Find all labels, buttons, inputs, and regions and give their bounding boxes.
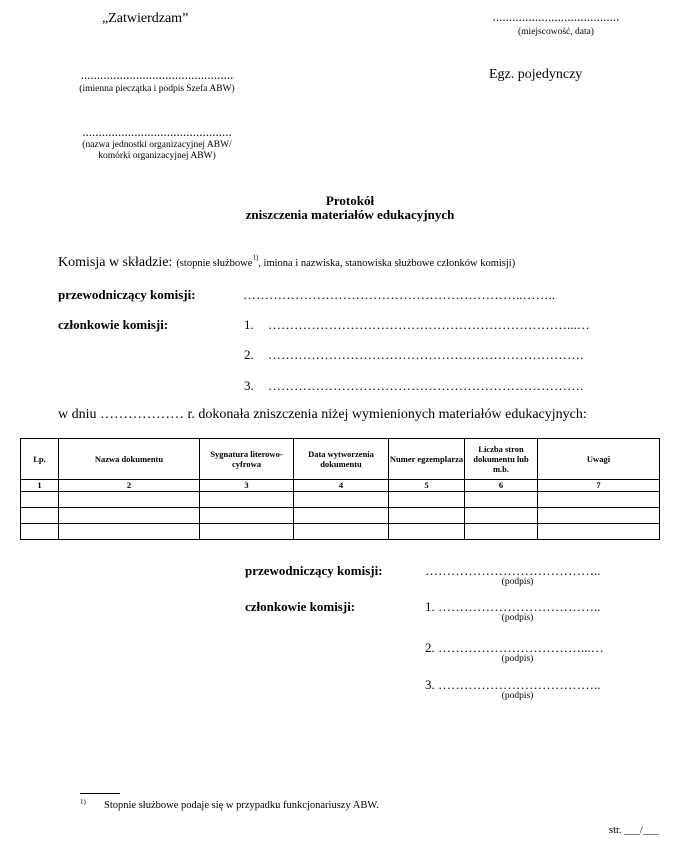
header-copy-number: Numer egzemplarza xyxy=(389,439,465,480)
table-cell[interactable] xyxy=(294,492,389,508)
table-cell[interactable] xyxy=(200,492,294,508)
table-cell[interactable] xyxy=(21,524,59,540)
table-cell[interactable] xyxy=(389,492,465,508)
table-row xyxy=(21,524,660,540)
member-3-dots: ………………………………………………………………. xyxy=(268,378,584,393)
footnote-ref: 1) xyxy=(252,253,259,262)
unit-dots: .............................................. xyxy=(82,124,232,139)
col-number: 6 xyxy=(465,480,538,492)
table-cell[interactable] xyxy=(294,524,389,540)
table-cell[interactable] xyxy=(465,524,538,540)
sign-member-1-caption: (podpis) xyxy=(501,613,534,623)
header-page-count: Liczba stron dokumentu lub m.b. xyxy=(465,439,538,480)
commission-note-start: (stopnie służbowe xyxy=(176,258,253,269)
sign-chair-label: przewodniczący komisji: xyxy=(245,563,383,578)
stamp-caption: (imienna pieczątka i podpis Szefa ABW) xyxy=(79,84,235,94)
stamp-dots: ............................................... xyxy=(80,67,234,82)
col-number: 1 xyxy=(21,480,59,492)
table-row xyxy=(21,508,660,524)
table-cell[interactable] xyxy=(59,492,200,508)
members-label: członkowie komisji: xyxy=(58,317,169,332)
document-subtitle: zniszczenia materiałów edukacyjnych xyxy=(245,207,455,222)
member-2-num: 2. xyxy=(244,347,254,362)
sign-member-2-caption: (podpis) xyxy=(501,654,534,664)
sign-chair-dots: ………………………………….. xyxy=(425,563,601,578)
table-cell[interactable] xyxy=(465,508,538,524)
header-document-name: Nazwa dokumentu xyxy=(59,439,200,480)
sign-member-2: 2. ……………………………...… xyxy=(425,640,604,655)
col-number: 4 xyxy=(294,480,389,492)
table-cell[interactable] xyxy=(21,492,59,508)
table-cell[interactable] xyxy=(59,524,200,540)
table-cell[interactable] xyxy=(538,524,660,540)
approval-heading: „Zatwierdzam” xyxy=(102,11,189,26)
sign-member-3-caption: (podpis) xyxy=(501,691,534,701)
place-date-dots: ....................................... xyxy=(492,9,620,24)
table-cell[interactable] xyxy=(200,508,294,524)
table-cell[interactable] xyxy=(59,508,200,524)
table-cell[interactable] xyxy=(200,524,294,540)
table-cell[interactable] xyxy=(538,492,660,508)
header-remarks: Uwagi xyxy=(538,439,660,480)
footnote-divider xyxy=(80,793,120,794)
sign-members-label: członkowie komisji: xyxy=(245,599,356,614)
page-number: str. ___/___ xyxy=(609,825,659,836)
commission-label: Komisja w składzie: xyxy=(58,255,173,270)
date-sentence: w dniu ……………… r. dokonała zniszczenia niżej wymienionych materiałów edukacyjnych: xyxy=(58,407,587,422)
table-cell[interactable] xyxy=(465,492,538,508)
table-cell[interactable] xyxy=(294,508,389,524)
chair-label: przewodniczący komisji: xyxy=(58,287,196,302)
member-2-dots: ………………………………………………………………. xyxy=(268,347,584,362)
footnote-mark: 1) xyxy=(80,798,86,806)
col-number: 5 xyxy=(389,480,465,492)
sign-member-3: 3. ……………………………….. xyxy=(425,677,601,692)
table-header-row xyxy=(21,439,660,480)
document-title: Protokół xyxy=(325,193,375,208)
table-cell[interactable] xyxy=(389,508,465,524)
table-number-row xyxy=(21,480,660,492)
table-cell[interactable] xyxy=(21,508,59,524)
col-number: 7 xyxy=(538,480,660,492)
col-number: 3 xyxy=(200,480,294,492)
member-1-num: 1. xyxy=(244,317,254,332)
member-1-dots: ……………………………………………………………...… xyxy=(268,317,590,332)
sign-member-1: 1. ……………………………….. xyxy=(425,599,601,614)
col-number: 2 xyxy=(59,480,200,492)
copy-label: Egz. pojedynczy xyxy=(489,67,583,82)
table-cell[interactable] xyxy=(389,524,465,540)
sign-chair-caption: (podpis) xyxy=(501,577,534,587)
footnote-text: Stopnie służbowe podaje się w przypadku funkcjonariuszy ABW. xyxy=(104,800,379,811)
table-cell[interactable] xyxy=(538,508,660,524)
header-signature: Sygnatura literowo-cyfrowa xyxy=(200,439,294,480)
commission-note-end: , imiona i nazwiska, stanowiska służbowe członków komisji) xyxy=(258,258,516,269)
place-date-caption: (miejscowość, data) xyxy=(518,27,594,37)
table-row xyxy=(21,492,660,508)
chair-dots: ………………………………………………………..…….. xyxy=(243,287,555,302)
unit-caption-line2: komórki organizacyjnej ABW) xyxy=(98,151,216,161)
materials-table xyxy=(20,438,660,540)
header-creation-date: Data wytworzenia dokumentu xyxy=(294,439,389,480)
unit-caption-line1: (nazwa jednostki organizacyjnej ABW/ xyxy=(82,140,232,150)
header-lp: Lp. xyxy=(21,439,59,480)
member-3-num: 3. xyxy=(244,378,254,393)
commission-line xyxy=(58,253,515,271)
